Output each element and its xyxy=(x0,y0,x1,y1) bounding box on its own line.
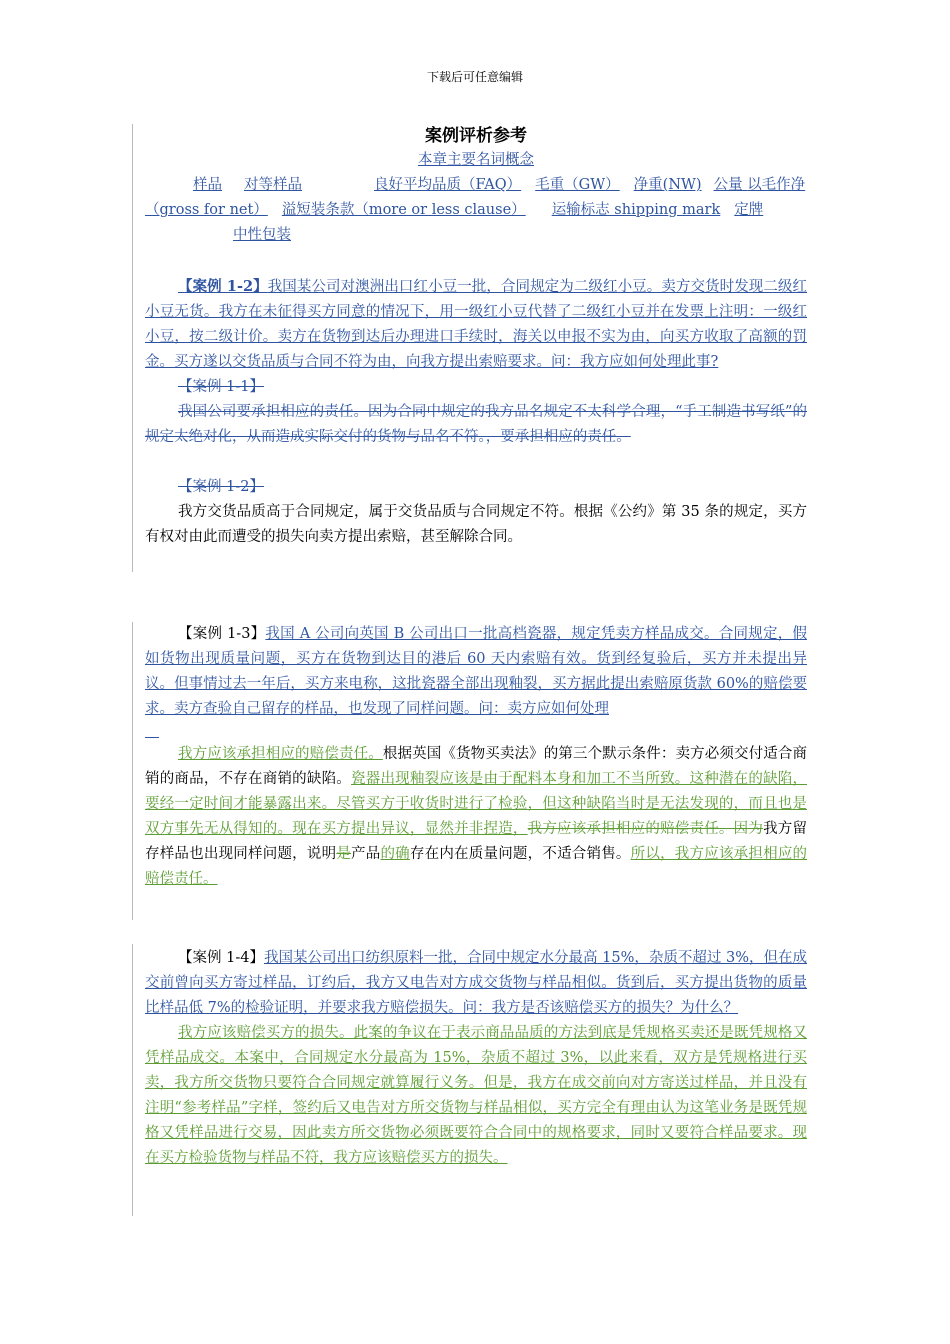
header-note: 下载后可任意编辑 xyxy=(426,70,523,84)
deleted-label: 【案例 1-2】 xyxy=(178,479,264,495)
change-bar xyxy=(132,124,133,572)
case-1-2-answer: 我方交货品质高于合同规定，属于交货品质与合同规定不符。根据《公约》第 35 条的规定，买方有权对由此而遭受的损失向卖方提出索赔，甚至解除合同。 xyxy=(145,504,807,545)
term: 样品 xyxy=(193,177,222,193)
page-title: 案例评析参考 xyxy=(425,126,527,146)
title-block xyxy=(145,124,807,248)
term: 毛重（GW） xyxy=(535,177,620,193)
term: 对等样品 xyxy=(244,177,302,193)
term: 定牌 xyxy=(734,202,764,218)
deleted-answer: 我国公司要承担相应的责任。因为合同中规定的我方品名规定不太科学合理，“手工制造书写纸”的规定太绝对化，从而造成实际交付的货物与品名不符。，要承担相应的责任。 xyxy=(145,404,807,445)
blank-line xyxy=(145,450,807,475)
case-1-4-section xyxy=(145,946,807,1171)
case-1-4-question xyxy=(145,946,807,1021)
term: 良好平均品质（FAQ） xyxy=(374,177,522,193)
change-bar xyxy=(132,944,133,1216)
case-label: 【案例 1-4】 xyxy=(178,950,264,966)
case-1-4-answer: 我方应该赔偿买方的损失。此案的争议在于表示商品品质的方法到底是凭规格买卖还是既凭规格又凭样品成交。本案中，合同规定水分最高为 15%，杂质不超过 3%，以此来看，双方是凭规格进行买卖，我方所交货物只要符合合同规定就算履行义务。但是，我方在成交前向对方寄送过样品，并且没有注明“参考样品”字样，签约后又电告对方所交货物与样品相似，买方完全有理由认为这笔业务是既凭规格又凭样品进行交易，因此卖方所交货物必须既要符合合同中的规格要求，同时又要符合样品要求。现在买方检验货物与样品不符，我方应该赔偿买方的损失。 xyxy=(145,1025,807,1166)
deleted-label: 【案例 1-1】 xyxy=(178,379,264,395)
case-label: 【案例 1-2】 xyxy=(178,278,268,295)
case-label: 【案例 1-3】 xyxy=(178,626,266,642)
term: 公量 xyxy=(713,177,743,193)
case-1-3-question xyxy=(145,622,807,722)
case-text: 我国 A 公司向英国 B 公司出口一批高档瓷器，规定凭卖方样品成交。合同规定，假如货物出现质量问题，买方在货物到达目的港后 60 天内索赔有效。货到经复验后，买方并未提出异议。但事情过去一年后，买方来电称，这批瓷器全部出现釉裂，买方据此提出索赔原货款 60%的赔偿要求。卖方查验自己留存的样品，也发现了同样问题。问：卖方应如何处理 xyxy=(145,626,807,717)
case-text: 我国某公司出口纺织原料一批，合同中规定水分最高 15%，杂质不超过 3%，但在成交前曾向买方寄过样品，订约后，我方又电告对方成交货物与样品相似。货到后，买方提出货物的质量比样品低 7%的检验证明，并要求我方赔偿损失。问：我方是否该赔偿买方的损失？为什么？ xyxy=(145,950,807,1016)
term: 溢短装条款（more or less clause） xyxy=(281,202,526,218)
case-1-2-section xyxy=(145,274,807,550)
case-1-2-question xyxy=(145,274,807,375)
term: 以毛作净（gross for net） xyxy=(145,177,806,218)
case-text: 我国某公司对澳洲出口红小豆一批，合同规定为二级红小豆。卖方交货时发现二级红小豆无货。我方在未征得买方同意的情况下，用一级红小豆代替了二级红小豆并在发票上注明：一级红小豆，按二级计价。卖方在货物到达后办理进口手续时，海关以申报不实为由，向买方收取了高额的罚金。买方遂以交货品质与合同不符为由，向我方提出索赔要求。问：我方应如何处理此事? xyxy=(145,279,808,370)
page-subtitle: 本章主要名词概念 xyxy=(418,152,534,168)
terms-paragraph xyxy=(145,173,807,248)
change-bar xyxy=(132,622,133,920)
term: 运输标志 shipping mark xyxy=(551,202,721,218)
case-1-3-answer: 我方应该承担相应的赔偿责任。根据英国《货物买卖法》的第三个默示条件：卖方必须交付适合商销的商品，不存在商销的缺陷。瓷器出现釉裂应该是由于配料本身和加工不当所致。这种潜在的缺陷，要经一定时间才能暴露出来。尽管买方于收货时进行了检验，但这种缺陷当时是无法发现的，而且也是双方事先无从得知的。现在买方提出异议，显然并非捏造，我方应该承担相应的赔偿责任。因为我方留存样品也出现同样问题，说明是产品的确存在内在质量问题，不适合销售。所以，我方应该承担相应的赔偿责任。 xyxy=(145,746,808,887)
term: 中性包装 xyxy=(233,227,291,243)
term: 净重(NW) xyxy=(633,177,702,193)
inserted-mark xyxy=(145,722,807,742)
case-1-3-section xyxy=(145,622,807,892)
